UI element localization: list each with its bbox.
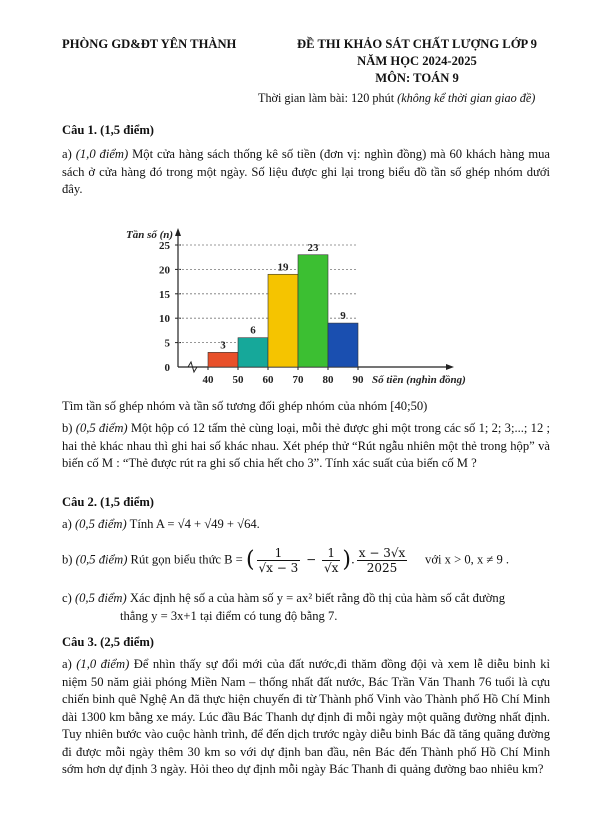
x-tick-label: 60	[262, 374, 274, 386]
bar-data-label: 9	[340, 310, 346, 323]
question-2-title: Câu 2. (1,5 điểm)	[62, 495, 154, 509]
x-axis-label: Số tiền (nghìn đồng)	[372, 374, 466, 386]
question-1-title: Câu 1. (1,5 điểm)	[62, 123, 154, 137]
subject: MÔN: TOÁN 9	[375, 71, 459, 85]
x-axis-arrow	[446, 364, 454, 370]
y-axis-label: Tần số (n)	[126, 229, 174, 241]
bar-data-label: 6	[250, 324, 256, 337]
bar-data-label: 23	[307, 241, 319, 254]
histogram-bar	[298, 255, 328, 367]
y-axis-arrow	[175, 228, 181, 236]
question-2c-text: c) (0,5 điểm) Xác định hệ số a của hàm số y = ax² biết rằng đồ thị của hàm số cắt đường	[62, 591, 505, 605]
time-allowed: Thời gian làm bài: 120 phút (không kể thời gian giao đề)	[258, 91, 536, 105]
histogram-bar	[208, 352, 238, 367]
x-tick-label: 70	[292, 374, 304, 386]
question-2b-text: b) (0,5 điểm) Rút gọn biểu thức B = ( $\frac{1}{√x - 3}$ − $\frac{1}{√x}$ ). $\frac{x - 3√x}{2025}$ với x > 0, x ≠ 9 .	[62, 546, 510, 575]
department-name: PHÒNG GD&ĐT YÊN THÀNH	[62, 37, 237, 51]
y-tick-label: 25	[159, 240, 170, 252]
y-tick-label: 20	[159, 264, 170, 277]
fraction-2: $\frac{1}{√x}$	[323, 546, 339, 575]
school-year: NĂM HỌC 2024-2025	[357, 54, 477, 68]
question-1b-text: b) (0,5 điểm) Một hộp có 12 tấm thẻ cùng loại, mỗi thẻ được ghi một trong các số 1; 2; 3;...; 12 ; hai thẻ khác nhau thì ghi hai số khác nhau. Xét phép thử “Rút ngẫu nhiên một thẻ trong hộp” và biến cố M : “Thẻ được rút ra ghi số chia hết cho 3”. Tính xác suất của biến cố M ?	[62, 421, 550, 470]
histogram-bar	[238, 338, 268, 367]
histogram-chart	[110, 222, 490, 392]
fraction-3: $\frac{x - 3√x}{2025}$	[358, 546, 406, 575]
x-tick-label: 90	[352, 374, 364, 386]
y-tick-label: 10	[159, 313, 170, 326]
x-tick-label: 50	[232, 374, 244, 386]
histogram-bar	[268, 274, 298, 367]
histogram-bar	[328, 323, 358, 367]
y-tick-label: 0	[164, 362, 170, 374]
bar-data-label: 19	[277, 261, 289, 274]
bar-data-label: 3	[220, 339, 226, 352]
y-tick-label: 15	[159, 288, 170, 301]
x-tick-label: 40	[202, 374, 214, 386]
exam-title: ĐỀ THI KHẢO SÁT CHẤT LƯỢNG LỚP 9	[297, 37, 537, 51]
question-2a-text: a) (0,5 điểm) Tính A = √4 + √49 + √64.	[62, 517, 260, 531]
question-3-title: Câu 3. (2,5 điểm)	[62, 635, 154, 649]
exam-header	[283, 36, 551, 87]
x-tick-label: 80	[322, 374, 334, 386]
y-tick-label: 5	[164, 337, 170, 350]
question-1a-question: Tìm tần số ghép nhóm và tần số tương đối ghép nhóm của nhóm [40;50)	[62, 399, 428, 413]
question-2c-text-cont: thẳng y = 3x+1 tại điểm có tung độ bằng 7.	[120, 609, 338, 623]
question-3a-text: a) (1,0 điểm) Để nhìn thấy sự đổi mới của đất nước,đi thăm đồng đội và xem lễ diễu binh kỉ niệm 50 năm giải phóng Miền Nam – thống nhất đất nước, Bác Trần Văn Thanh 76 tuổi là cựu chiến binh quê Nghệ An đã thực hiện chuyến đi từ Thành phố Vinh vào Thành phố Hồ Chí Minh dài 1300 km bằng xe máy. Lúc đầu Bác Thanh dự định đi mỗi ngày một quãng đường nhất định. Tuy nhiên bước vào cuộc hành trình, để đến dịch trước ngày diễu binh Bác đã tăng quãng đường đi được mỗi ngày thêm 30 km so với dự định ban đầu, nên Bác đến Thành phố Hồ Chí Minh sớm hơn dự định 3 ngày. Hỏi theo dự định mỗi ngày Bác Thanh đi quảng đường bao nhiêu km?	[62, 657, 550, 776]
fraction-1: $\frac{1}{√x - 3}$	[258, 546, 299, 575]
question-1a-text: a) (1,0 điểm) Một cửa hàng sách thống kê số tiền (đơn vị: nghìn đồng) mà 60 khách hàng mua sách ở cửa hàng đó trong một ngày. Số liệu được ghi lại trong biểu đồ tần số ghép nhóm dưới đây.	[62, 147, 550, 196]
